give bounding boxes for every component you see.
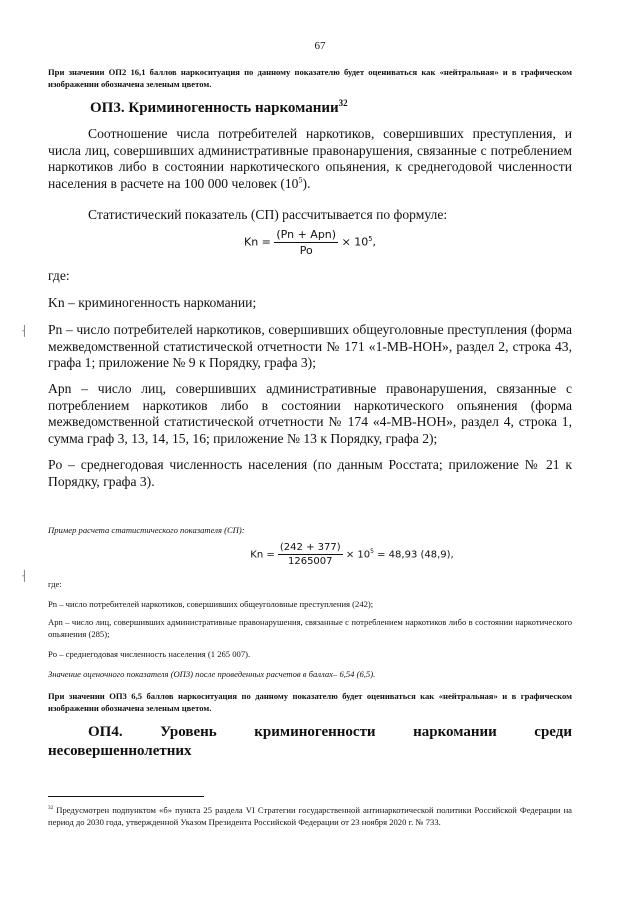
example-def-pn: Pn – число потребителей наркотиков, совершивших общеуголовные преступления (242); [48, 599, 374, 609]
example-conclusion: При значении ОП3 6,5 баллов наркоситуация по данному показателю будет оцениваться как «нейтральная» и в графическом изображении обозначена зеленым цветом. [48, 691, 572, 713]
op4-word-3: криминогенности [254, 724, 376, 740]
example-def-apn: Apn – число лиц, совершивших административные правонарушения, связанные с потреблением наркотиков либо в состоянии наркотического опьянения (285); [48, 617, 572, 639]
footnote-text: Предусмотрен подпунктом «б» пункта 25 раздела VI Стратегии государственной антинаркотической политики Российской Федерации на период до 2030 года, утвержденной Указом Президента Российской Федерации от 23 ноября 2020 г. № 733. [48, 805, 572, 827]
intro-note: При значении ОП2 16,1 баллов наркоситуация по данному показателю будет оцениваться как «нейтральная» и в графическом изображении обозначена зеленым цветом. [48, 67, 572, 89]
op3-heading [90, 100, 614, 117]
example-formula-rhs-sup: 5 [370, 548, 374, 556]
op4-heading-line-2: несовершеннолетних [48, 743, 192, 759]
example-formula [90, 542, 614, 567]
example-where: где: [48, 579, 62, 589]
formula-rhs: × 10 [341, 235, 369, 249]
op3-formula [48, 228, 572, 257]
example-formula-rhs-end: = 48,93 (48,9), [373, 549, 454, 561]
op3-paragraph-2: Статистический показатель (СП) рассчитывается по формуле: [88, 207, 448, 222]
def-apn: Apn – число лиц, совершивших административные правонарушения, связанные с потреблением наркотиков либо в состоянии наркотического опьянения (форма межведомственной статистической отчетности № 174 «4-МВ-НОН», раздел 4, строка 1, сумма граф 3, 13, 14, 15, 16; приложение № 13 к Порядку, графа 2); [48, 381, 572, 446]
example-formula-numerator: (242 + 377) [279, 542, 341, 553]
op3-heading-text: ОП3. Криминогенность наркомании [90, 100, 339, 116]
op3-footnote-ref: 32 [338, 98, 348, 108]
def-pn: Pn – число потребителей наркотиков, совершивших общеуголовные преступления (форма межведомственной статистической отчетности № 171 «1-МВ-НОН», раздел 2, строка 43, графа 1; приложение № 9 к Порядку, графа 3); [48, 322, 572, 370]
footnote-divider [48, 796, 204, 797]
example-formula-fraction [278, 542, 343, 567]
margin-mark-2: ⸡ [20, 568, 27, 582]
op4-heading-line-1 [48, 723, 572, 742]
example-formula-rhs: × 10 [345, 549, 371, 561]
def-kn: Kn – криминогенность наркомании; [48, 295, 257, 310]
formula-numerator: (Pn + Apn) [276, 228, 337, 241]
formula-rhs-sup: 5 [368, 234, 373, 243]
op3-para1-sup: 5 [298, 174, 303, 184]
op4-heading [48, 723, 572, 761]
op3-para1-text: Соотношение числа потребителей наркотиков, совершивших преступления, и числа лиц, совершивших административные правонарушения, связанные с потреблением наркотиков либо в состоянии наркотического опьянения, к среднегодовой численности населения в расчете на 100 000 человек (10 [48, 126, 572, 191]
op3-where: где: [48, 268, 70, 283]
op4-word-5: среди [534, 724, 572, 740]
op3-paragraph-1 [48, 126, 572, 192]
example-result-note: Значение оценочного показателя (ОП3) после проведенных расчетов в баллах– 6,54 (6,5). [48, 669, 376, 679]
op3-para1-end: ). [302, 175, 311, 191]
formula-fraction [274, 228, 338, 257]
footnote-ref: 32 [48, 805, 54, 812]
formula-denominator: Po [299, 244, 313, 257]
op4-word-1: ОП4. [88, 724, 123, 740]
example-formula-denominator: 1265007 [287, 556, 333, 567]
example-title: Пример расчета статистического показателя (СП): [48, 525, 245, 535]
footnote [48, 804, 572, 828]
margin-mark-1: ⸡ [20, 323, 27, 337]
example-formula-lhs: Kn = [250, 549, 275, 561]
formula-rhs-end: , [372, 235, 376, 249]
op4-word-4: наркомании [413, 724, 497, 740]
op4-word-2: Уровень [160, 724, 217, 740]
example-def-po: Po – среднегодовая численность населения (1 265 007). [48, 649, 251, 659]
formula-lhs: Kn = [243, 235, 271, 249]
page-number: 67 [314, 40, 326, 52]
def-po: Po – среднегодовая численность населения (по данным Росстата; приложение № 21 к Порядку, графа 3). [48, 457, 572, 489]
